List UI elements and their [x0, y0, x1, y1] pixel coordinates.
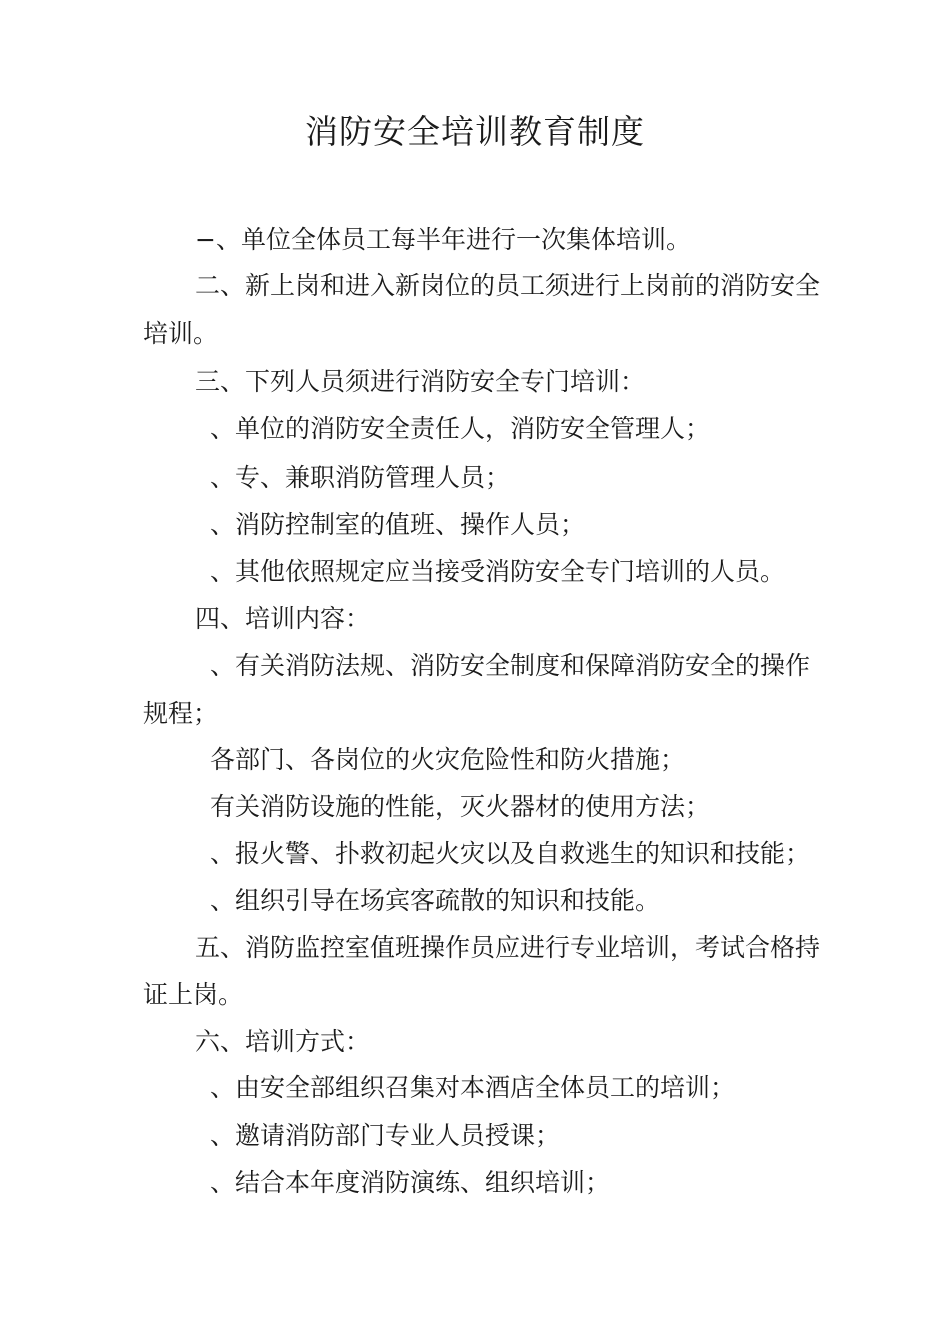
paragraph-line: 证上岗。	[143, 980, 244, 1009]
list-item: 各部门、各岗位的火灾危险性和防火措施；	[210, 745, 686, 774]
list-item: 、邀请消防部门专业人员授课；	[210, 1121, 561, 1150]
list-item: 有关消防设施的性能，灭火器材的使用方法；	[210, 792, 711, 821]
document-title: 消防安全培训教育制度	[305, 112, 645, 151]
list-item: 、其他依照规定应当接受消防安全专门培训的人员。	[210, 557, 786, 586]
paragraph-line: 六、培训方式：	[195, 1027, 371, 1056]
list-item: 、报火警、扑救初起火灾以及自救逃生的知识和技能；	[210, 839, 811, 868]
list-item: 、结合本年度消防演练、组织培训；	[210, 1168, 611, 1197]
paragraph-line: 三、下列人员须进行消防安全专门培训：	[195, 367, 646, 396]
list-item: 、消防控制室的值班、操作人员；	[210, 510, 586, 539]
list-item: 、由安全部组织召集对本酒店全体员工的培训；	[210, 1073, 736, 1102]
list-item: 、专、兼职消防管理人员；	[210, 463, 511, 492]
list-item: 、有关消防法规、消防安全制度和保障消防安全的操作	[210, 651, 811, 680]
paragraph-line: 四、培训内容：	[195, 604, 371, 633]
list-item: 、单位的消防安全责任人，消防安全管理人；	[210, 414, 711, 443]
list-item: 、组织引导在场宾客疏散的知识和技能。	[210, 886, 661, 915]
paragraph-line: 五、消防监控室值班操作员应进行专业培训，考试合格持	[195, 933, 821, 962]
paragraph-line: 培训。	[143, 319, 219, 348]
paragraph-line: −、单位全体员工每半年进行一次集体培训。	[195, 225, 691, 254]
paragraph-line: 二、新上岗和进入新岗位的员工须进行上岗前的消防安全	[195, 271, 821, 300]
paragraph-line: 规程；	[143, 699, 219, 728]
